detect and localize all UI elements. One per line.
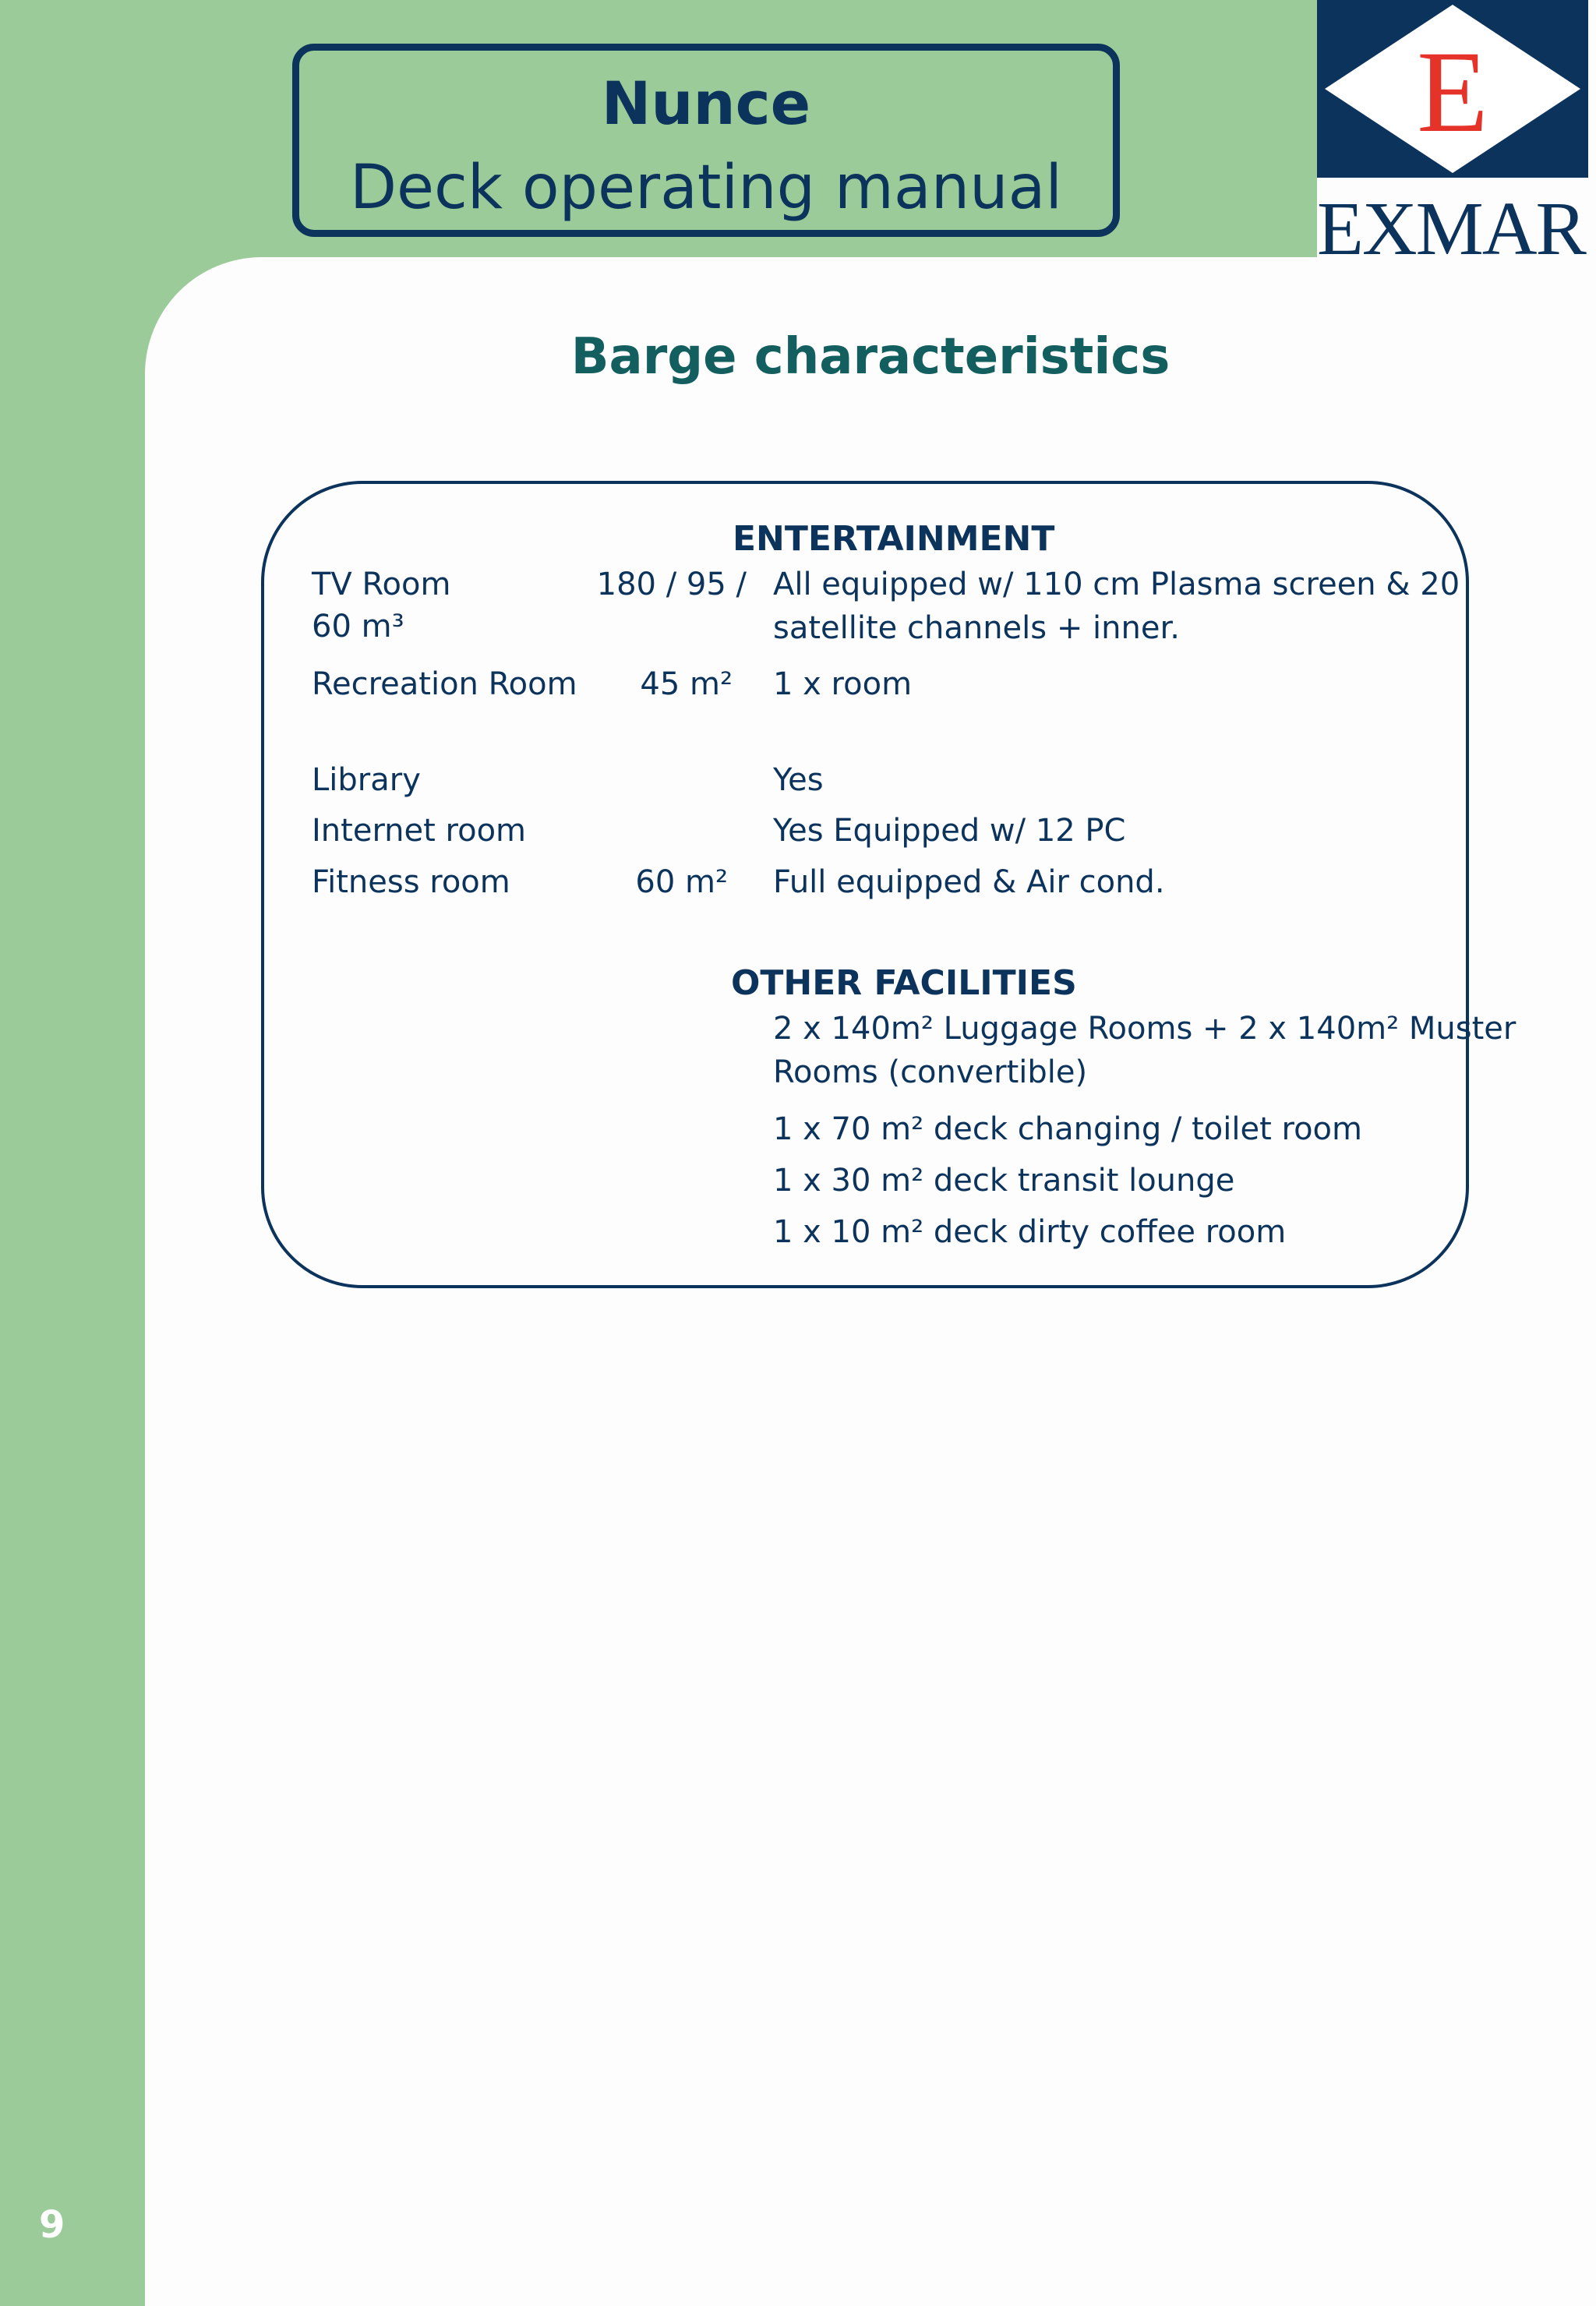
row-details-tv-room: All equipped w/ 110 cm Plasma screen & 20 — [773, 567, 1460, 602]
facility-item: 1 x 70 m² deck changing / toilet room — [773, 1111, 1362, 1147]
logo-letter: E — [1417, 27, 1488, 157]
row-details-internet-room: Yes Equipped w/ 12 PC — [773, 813, 1126, 849]
row-details-recreation-room: 1 x room — [773, 666, 913, 702]
row-name-tv-room-line2: 60 m³ — [312, 609, 404, 644]
facility-item: 1 x 30 m² deck transit lounge — [773, 1163, 1235, 1199]
header-title: Nunce — [601, 69, 811, 138]
row-size-recreation-room: 45 m² — [640, 666, 733, 702]
row-name-library: Library — [312, 762, 421, 798]
row-name-internet-room: Internet room — [312, 813, 527, 849]
other-facilities-heading: OTHER FACILITIES — [731, 963, 1077, 1003]
row-name-tv-room: TV Room — [312, 567, 451, 602]
logo-emblem — [1317, 0, 1588, 178]
facility-item: 1 x 10 m² deck dirty coffee room — [773, 1214, 1287, 1250]
row-details-tv-room-line2: satellite channels + inner. — [773, 610, 1180, 646]
row-size-fitness-room: 60 m² — [635, 864, 728, 900]
row-details-library: Yes — [773, 762, 824, 798]
exmar-logo — [1317, 0, 1596, 269]
facility-item: 2 x 140m² Luggage Rooms + 2 x 140m² Muster — [773, 1011, 1517, 1047]
row-details-fitness-room: Full equipped & Air cond. — [773, 864, 1165, 900]
page-number: 9 — [39, 2203, 65, 2247]
row-name-fitness-room: Fitness room — [312, 864, 510, 900]
entertainment-heading: ENTERTAINMENT — [733, 519, 1055, 559]
header-box — [292, 44, 1120, 237]
facility-item-line2: Rooms (convertible) — [773, 1054, 1088, 1090]
header-subtitle: Deck operating manual — [349, 153, 1063, 223]
logo-wordmark: EXMAR — [1317, 187, 1585, 271]
row-size-tv-room: 180 / 95 / — [596, 567, 747, 602]
section-title: Barge characteristics — [570, 328, 1171, 386]
row-name-recreation-room: Recreation Room — [312, 666, 577, 702]
logo-diamond-icon — [1317, 0, 1588, 178]
